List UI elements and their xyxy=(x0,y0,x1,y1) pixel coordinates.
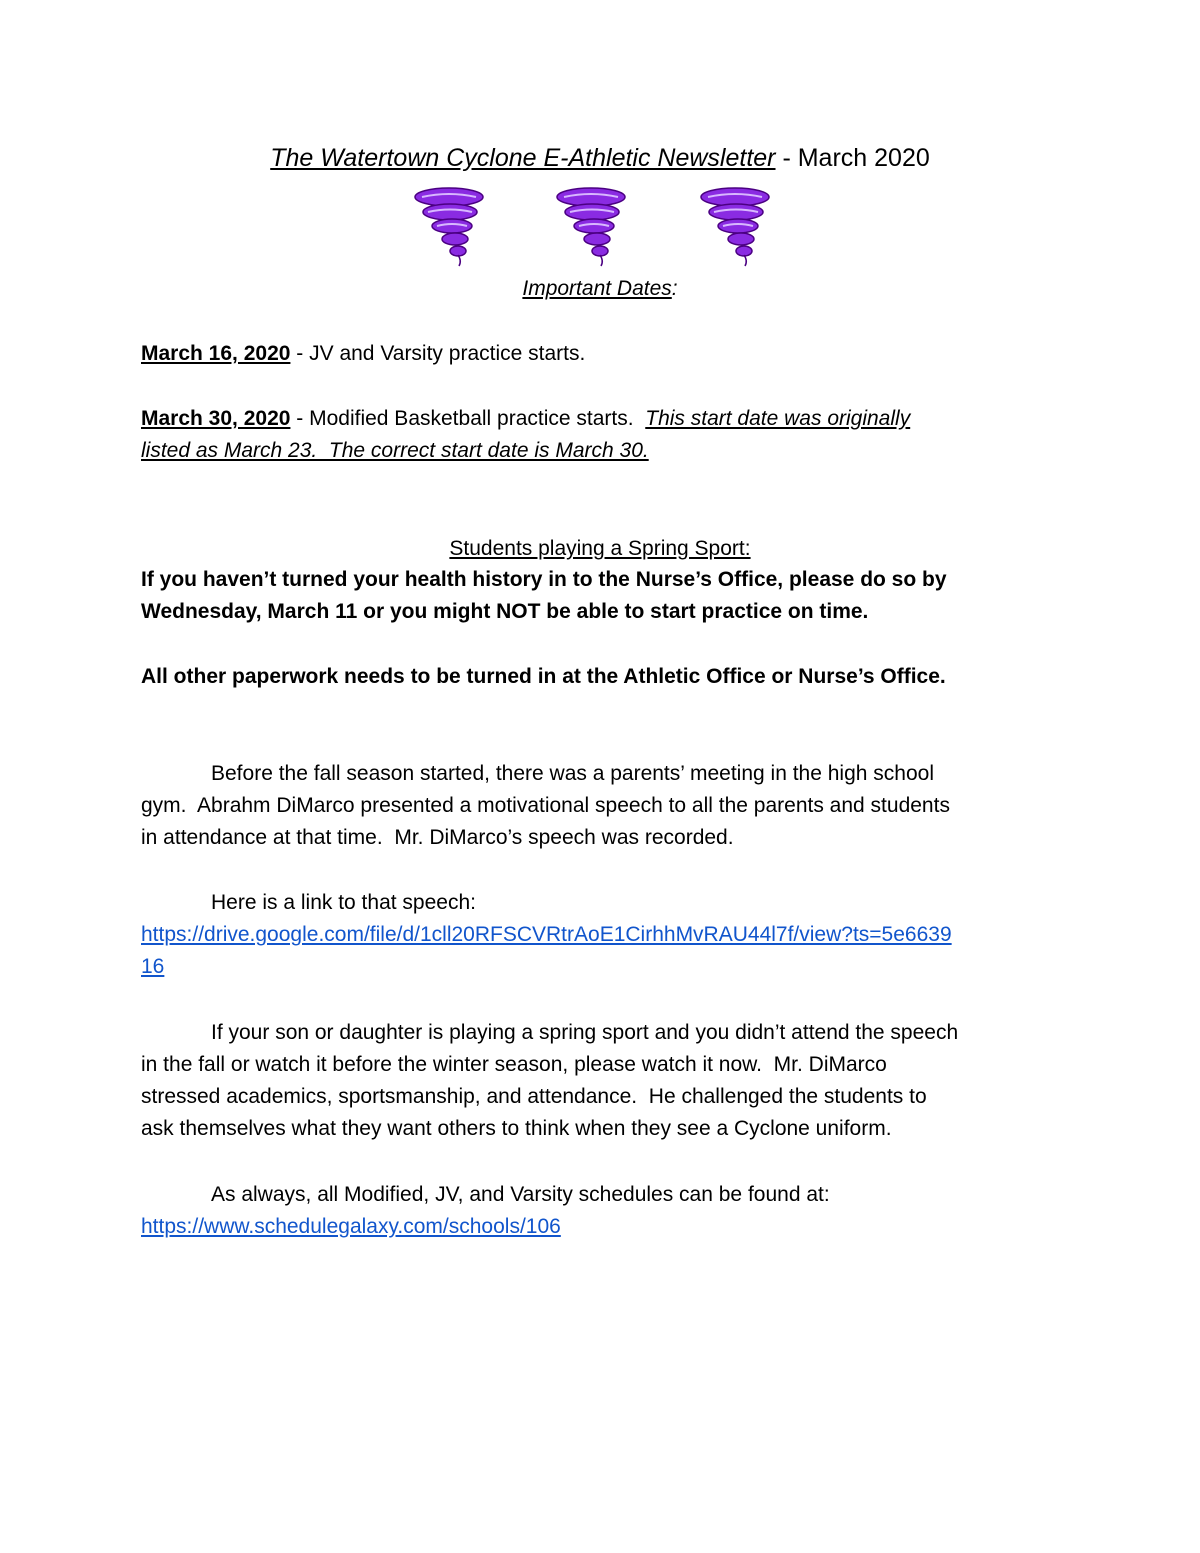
paragraph-spring-sport: If your son or daughter is playing a spring sport and you didn’t attend the speech in the fall or watch it before the winter season, please watch it now. Mr. DiMarco stressed academics, sportsmanship, and attendance. He challenged the students to ask themselves what they want others to think when they see a Cyclone uniform. xyxy=(141,1021,959,1140)
date-label: March 16, 2020 xyxy=(141,342,291,365)
spring-heading: Students playing a Spring Sport: xyxy=(449,537,751,560)
important-dates-heading: Important Dates: xyxy=(522,277,678,300)
speech-link[interactable]: https://drive.google.com/file/d/1cll20RFSCVRtrAoE1CirhhMvRAU44l7f/view?ts=5e6639 16 xyxy=(141,923,952,978)
tornado-icon xyxy=(696,185,774,267)
paperwork-notice: All other paperwork needs to be turned in at the Athletic Office or Nurse’s Office. xyxy=(141,665,946,688)
date-note: This start date was originally xyxy=(645,407,911,430)
schedule-link[interactable]: https://www.schedulegalaxy.com/schools/106 xyxy=(141,1215,561,1238)
date-note: listed as March 23. The correct start date is March 30. xyxy=(141,439,649,462)
tornado-icon xyxy=(410,185,488,267)
date-text: - Modified Basketball practice starts. xyxy=(290,407,646,430)
paragraph-schedules: As always, all Modified, JV, and Varsity schedules can be found at: https://www.schedulegalaxy.com/schools/106 xyxy=(141,1183,830,1238)
date-text: - JV and Varsity practice starts. xyxy=(290,342,586,365)
date-label: March 30, 2020 xyxy=(141,407,291,430)
paragraph-meeting: Before the fall season started, there was a parents’ meeting in the high school gym. Abrahm DiMarco presented a motivational speech to all the parents and students in attendance at that time. Mr. DiMarco’s speech was recorded. xyxy=(141,762,950,849)
newsletter-title xyxy=(0,142,1200,174)
date-item-1 xyxy=(141,338,1061,370)
mascot-row xyxy=(400,185,800,267)
paragraph-speech-link: Here is a link to that speech: https://drive.google.com/file/d/1cll20RFSCVRtrAoE1CirhhMvRAU44l7f/view?ts=5e6639 16 xyxy=(141,891,952,978)
title-italic: The Watertown Cyclone E-Athletic Newsletter xyxy=(270,144,776,172)
health-history-notice: If you haven’t turned your health history in to the Nurse’s Office, please do so by Wednesday, March 11 or you might NOT be able to start practice on time. xyxy=(141,568,947,623)
title-date: - March 2020 xyxy=(775,144,930,172)
tornado-icon xyxy=(552,185,630,267)
date-item-2 xyxy=(141,403,1061,467)
